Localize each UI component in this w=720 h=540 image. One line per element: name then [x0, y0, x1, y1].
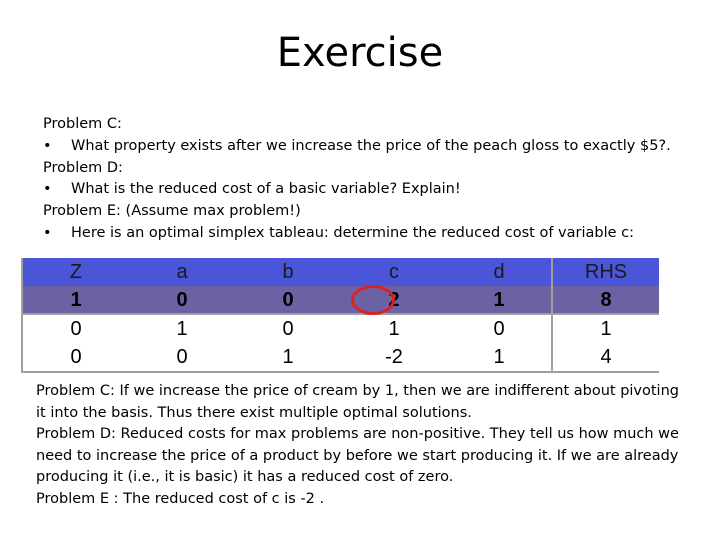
problem-e-label: Problem E: (Assume max problem!): [43, 203, 301, 220]
answer-line: need to increase the price of a product by before we start producing it. If we are already: [36, 447, 679, 464]
table-cell: -2: [385, 346, 403, 368]
table-cell: 0: [70, 346, 82, 368]
bullet-icon: •: [43, 224, 52, 241]
highlight-circle-icon: [351, 285, 395, 315]
header-cell-b: b: [282, 261, 294, 283]
table-row: [23, 315, 659, 343]
header-cell-c: c: [389, 261, 399, 283]
slide-title: Exercise: [276, 30, 444, 76]
rhs-divider: [551, 258, 553, 371]
simplex-tableau: [21, 258, 659, 373]
problem-d-label: Problem D:: [43, 159, 123, 176]
problem-d-question: [43, 179, 703, 201]
table-row: [23, 343, 659, 371]
questions-block: [43, 114, 703, 245]
table-cell: 0: [70, 318, 82, 340]
table-cell: 1: [176, 318, 188, 340]
table-cell: 4: [600, 346, 612, 368]
problem-c-label: Problem C:: [43, 116, 122, 132]
header-cell-rhs: RHS: [584, 261, 628, 283]
problem-c-question: [43, 136, 703, 158]
reduced-cost-c-cell: 2: [388, 289, 400, 311]
answer-line: producing it (i.e., it is basic) it has a reduced cost of zero.: [36, 469, 454, 485]
table-cell: 0: [282, 318, 294, 340]
answer-line: Problem D: Reduced costs for max problems are non-positive. They tell us how much we: [36, 426, 679, 442]
answer-line: Problem C: If we increase the price of cream by 1, then we are indifferent about pivoting: [36, 383, 679, 399]
table-cell: 0: [176, 346, 188, 368]
header-cell-d: d: [493, 261, 505, 283]
table-cell: 8: [600, 289, 612, 311]
header-cell-a: a: [176, 261, 188, 283]
table-cell: 0: [282, 289, 294, 311]
problem-c-question-text: What property exists after we increase the price of the peach gloss to exactly $5?.: [71, 137, 671, 154]
answer-line: it into the basis. Thus there exist multiple optimal solutions.: [36, 404, 472, 421]
tableau-objective-row: [23, 286, 659, 314]
table-cell: 1: [388, 318, 400, 340]
bullet-icon: •: [43, 181, 52, 198]
table-cell: 1: [493, 289, 505, 311]
answers-block: [36, 381, 706, 510]
table-cell: 0: [176, 289, 188, 311]
problem-e-question-text: Here is an optimal simplex tableau: determine the reduced cost of variable c:: [71, 224, 635, 241]
bullet-icon: •: [43, 137, 52, 154]
answer-line: Problem E : The reduced cost of c is -2 .: [36, 490, 325, 507]
tableau-header-row: [23, 258, 659, 286]
table-cell: 1: [493, 346, 505, 368]
problem-e-question: [43, 223, 703, 245]
problem-d-question-text: What is the reduced cost of a basic variable? Explain!: [71, 181, 461, 198]
header-cell-z: Z: [69, 261, 83, 283]
table-cell: 1: [282, 346, 294, 368]
table-cell: 1: [600, 318, 612, 340]
table-cell: 0: [493, 318, 505, 340]
table-cell: 1: [70, 289, 82, 311]
